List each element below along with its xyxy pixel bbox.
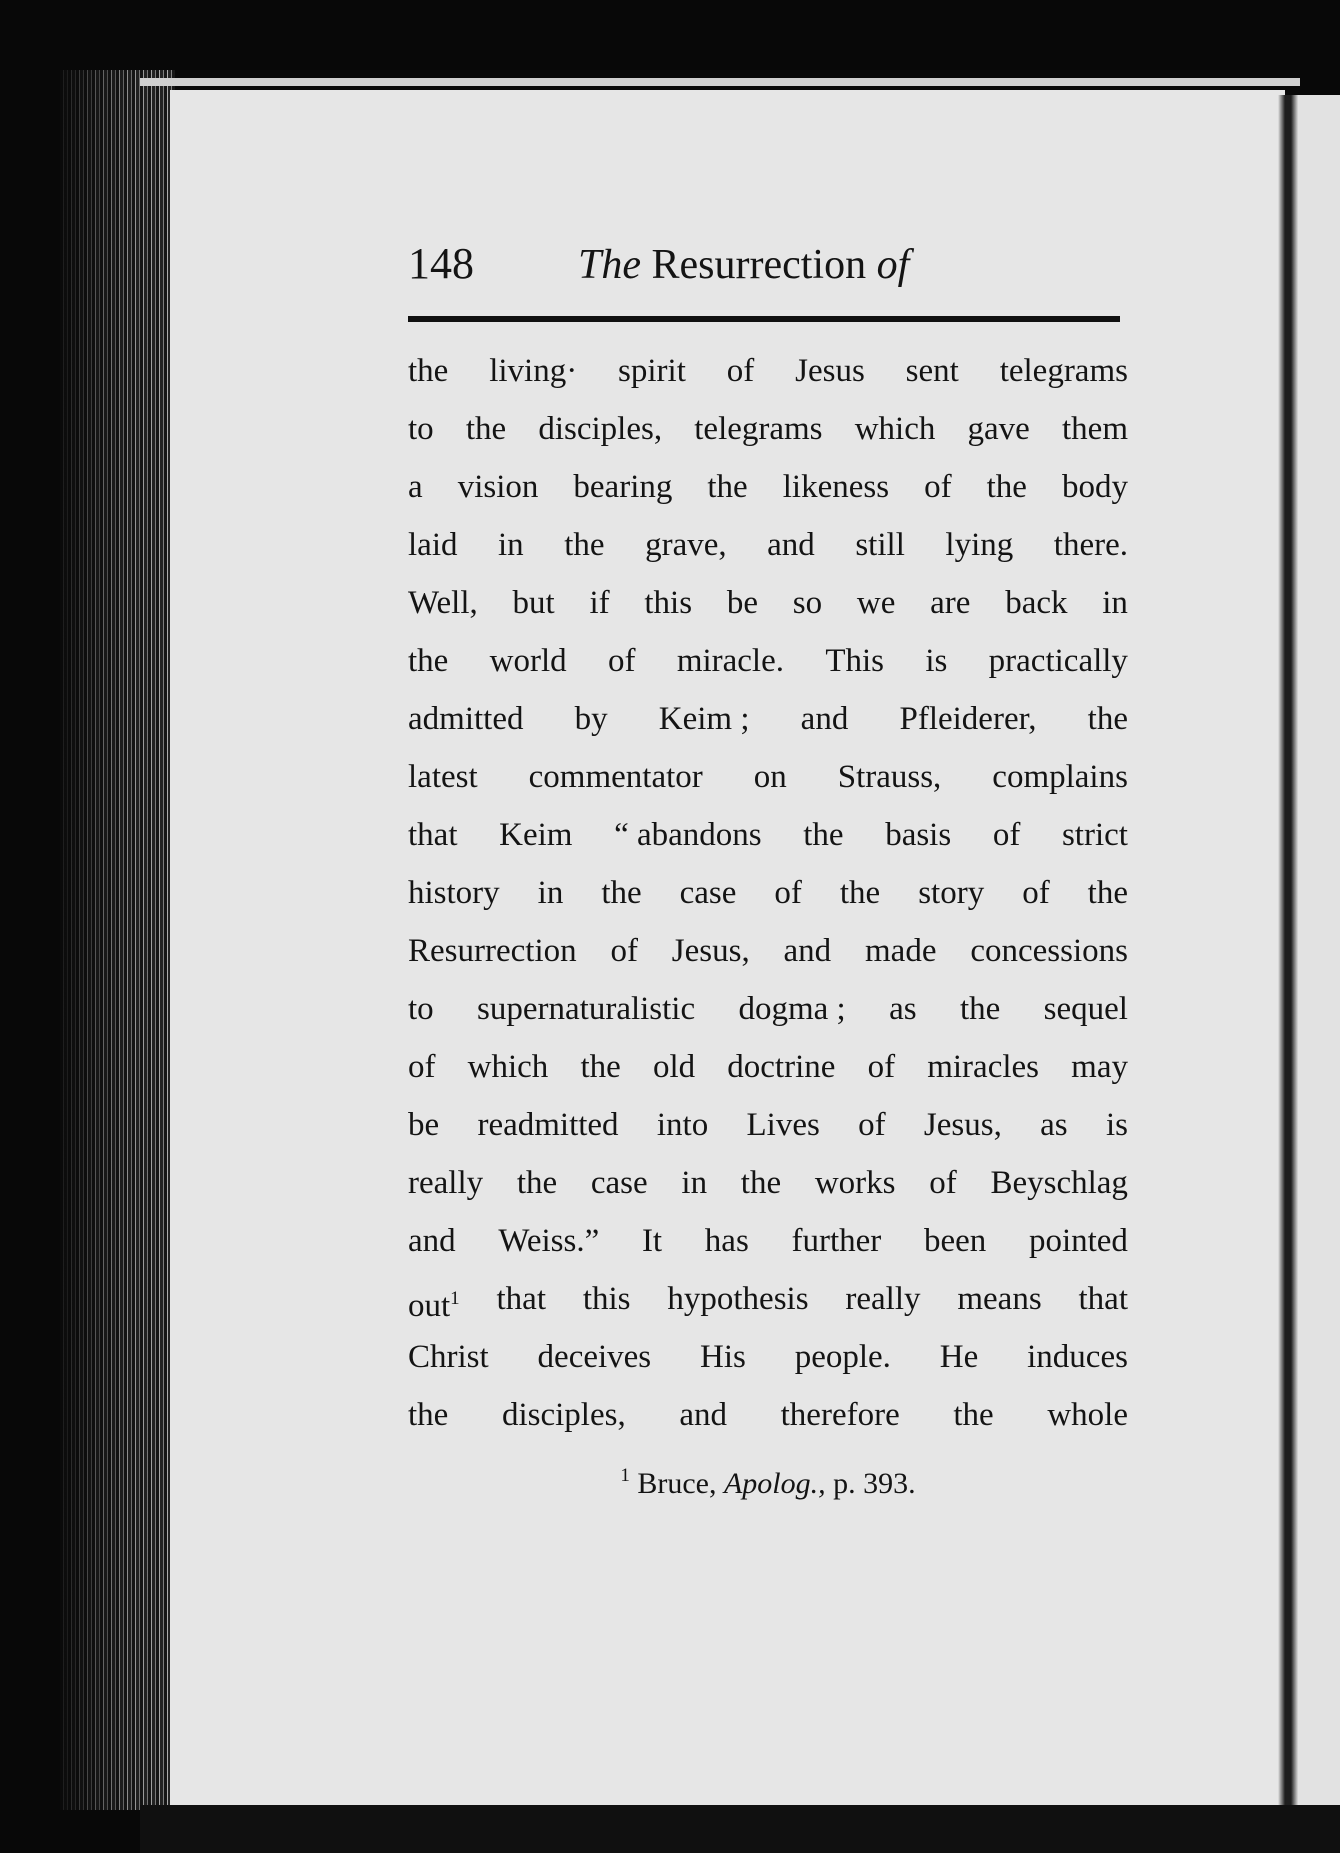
word: supernaturalistic bbox=[477, 991, 696, 1027]
word: story bbox=[918, 875, 985, 911]
word: as bbox=[1040, 1107, 1068, 1143]
word: the bbox=[1087, 875, 1128, 911]
text-line bbox=[408, 922, 1128, 980]
word: telegrams bbox=[999, 353, 1128, 389]
footnote bbox=[408, 1452, 1128, 1508]
word: this bbox=[582, 1281, 631, 1317]
text-line bbox=[408, 1038, 1128, 1096]
title-prefix: The bbox=[578, 242, 641, 288]
word: admitted bbox=[408, 701, 524, 737]
word: Pfleiderer, bbox=[899, 701, 1037, 737]
bottom-border bbox=[140, 1805, 1340, 1853]
word: His bbox=[700, 1339, 746, 1375]
word: of bbox=[607, 643, 636, 679]
word: the bbox=[839, 875, 881, 911]
text-line bbox=[408, 458, 1128, 516]
word: miracle. bbox=[676, 643, 784, 679]
word: living· bbox=[489, 353, 578, 389]
word: Keim bbox=[499, 817, 573, 853]
word: basis bbox=[885, 817, 952, 853]
word: the bbox=[516, 1165, 558, 1201]
word: are bbox=[930, 585, 971, 621]
word: really bbox=[845, 1281, 921, 1317]
word: body bbox=[1062, 469, 1128, 505]
word: latest bbox=[408, 759, 478, 795]
text-line bbox=[408, 400, 1128, 458]
word: the bbox=[1087, 701, 1128, 737]
word: and bbox=[679, 1397, 727, 1433]
word: further bbox=[791, 1223, 882, 1259]
word: laid bbox=[408, 527, 458, 563]
body-text bbox=[408, 342, 1128, 1444]
word: to bbox=[408, 411, 434, 447]
word: that bbox=[408, 817, 458, 853]
word: deceives bbox=[537, 1339, 652, 1375]
word: Resurrection bbox=[408, 933, 577, 969]
word: the bbox=[408, 1397, 449, 1433]
word: This bbox=[825, 643, 884, 679]
word: we bbox=[856, 585, 896, 621]
word: of bbox=[924, 469, 952, 505]
word: of bbox=[1022, 875, 1050, 911]
word: of bbox=[726, 353, 755, 389]
word: in bbox=[537, 875, 564, 911]
word: Jesus, bbox=[671, 933, 750, 969]
text-line bbox=[408, 574, 1128, 632]
word: of bbox=[774, 875, 802, 911]
word: the bbox=[959, 991, 1001, 1027]
footnote-work: Apolog., bbox=[723, 1467, 826, 1500]
footnote-page: p. 393. bbox=[833, 1467, 916, 1500]
text-line bbox=[408, 1096, 1128, 1154]
word: that bbox=[496, 1281, 546, 1317]
word: in bbox=[681, 1165, 708, 1201]
running-title bbox=[578, 241, 909, 289]
text-block bbox=[408, 238, 1128, 1508]
text-line bbox=[408, 980, 1128, 1038]
word: which bbox=[467, 1049, 549, 1085]
word: be bbox=[726, 585, 758, 621]
word: induces bbox=[1027, 1339, 1128, 1375]
word: history bbox=[408, 875, 500, 911]
word: people. bbox=[794, 1339, 891, 1375]
word: may bbox=[1071, 1049, 1128, 1085]
word: miracles bbox=[927, 1049, 1039, 1085]
word: is bbox=[925, 643, 948, 679]
word: of bbox=[610, 933, 638, 969]
footnote-marker: 1 bbox=[620, 1465, 630, 1486]
word: to bbox=[408, 991, 434, 1027]
word: the bbox=[707, 469, 748, 505]
word: the bbox=[986, 469, 1027, 505]
word: and bbox=[408, 1223, 456, 1259]
word: the bbox=[601, 875, 642, 911]
word: in bbox=[498, 527, 524, 563]
text-line bbox=[408, 1212, 1128, 1270]
word: of bbox=[867, 1049, 896, 1085]
text-line bbox=[408, 748, 1128, 806]
footnote-author: Bruce, bbox=[637, 1467, 717, 1500]
word: complains bbox=[992, 759, 1128, 795]
word: a bbox=[408, 469, 423, 505]
word: of bbox=[858, 1107, 886, 1143]
text-line bbox=[408, 1270, 1128, 1328]
word: lying bbox=[945, 527, 1014, 563]
text-line bbox=[408, 632, 1128, 690]
word: means bbox=[957, 1281, 1042, 1317]
word: is bbox=[1105, 1107, 1128, 1143]
word: the bbox=[564, 527, 605, 563]
word: grave, bbox=[645, 527, 727, 563]
word: case bbox=[590, 1165, 648, 1201]
word: disciples, bbox=[501, 1397, 626, 1433]
page-number: 148 bbox=[408, 239, 474, 288]
text-line bbox=[408, 1154, 1128, 1212]
word: in bbox=[1102, 585, 1128, 621]
word: spirit bbox=[618, 353, 686, 389]
word: that bbox=[1078, 1281, 1128, 1317]
word: the bbox=[408, 353, 449, 389]
word: case bbox=[679, 875, 737, 911]
word: been bbox=[923, 1223, 987, 1259]
word: strict bbox=[1061, 817, 1128, 853]
word: them bbox=[1062, 411, 1128, 447]
word: world bbox=[489, 643, 567, 679]
word: telegrams bbox=[694, 411, 823, 447]
title-suffix: of bbox=[876, 242, 910, 288]
text-line bbox=[408, 1328, 1128, 1386]
word: Lives bbox=[746, 1107, 820, 1143]
word: really bbox=[408, 1165, 484, 1201]
word: readmitted bbox=[477, 1107, 619, 1143]
word: the bbox=[740, 1165, 782, 1201]
word: dogma ; bbox=[738, 991, 846, 1027]
word: gave bbox=[967, 411, 1030, 447]
word: He bbox=[939, 1339, 979, 1375]
word: if bbox=[589, 585, 610, 621]
word: by bbox=[574, 701, 608, 737]
word: “ abandons bbox=[614, 817, 762, 853]
word: Keim ; bbox=[658, 701, 750, 737]
word: but bbox=[512, 585, 555, 621]
word: sent bbox=[905, 353, 959, 389]
binding-gutter bbox=[1278, 95, 1298, 1805]
text-line bbox=[408, 690, 1128, 748]
word: this bbox=[644, 585, 693, 621]
word: the bbox=[580, 1049, 621, 1085]
word: the bbox=[803, 817, 844, 853]
word: vision bbox=[457, 469, 539, 505]
word: be bbox=[408, 1107, 440, 1143]
word: sequel bbox=[1043, 991, 1128, 1027]
word: Well, bbox=[408, 585, 478, 621]
word: whole bbox=[1047, 1397, 1128, 1433]
word: Weiss.” bbox=[498, 1223, 600, 1259]
word: Jesus, bbox=[923, 1107, 1002, 1143]
word: on bbox=[753, 759, 787, 795]
word: hypothesis bbox=[667, 1281, 809, 1317]
word: still bbox=[855, 527, 905, 563]
word: pointed bbox=[1028, 1223, 1128, 1259]
text-line bbox=[408, 1386, 1128, 1444]
word: so bbox=[792, 585, 823, 621]
word: concessions bbox=[970, 933, 1128, 969]
text-line bbox=[408, 864, 1128, 922]
title-main: Resurrection bbox=[651, 242, 867, 288]
running-head bbox=[408, 238, 1128, 310]
word: the bbox=[408, 643, 449, 679]
word: disciples, bbox=[538, 411, 663, 447]
word: out$^1$ bbox=[408, 1288, 460, 1324]
word: commentator bbox=[528, 759, 703, 795]
page-top-edge bbox=[140, 78, 1300, 86]
word: as bbox=[889, 991, 917, 1027]
facing-page-edge bbox=[1298, 95, 1340, 1805]
word: works bbox=[814, 1165, 896, 1201]
word: Jesus bbox=[795, 353, 865, 389]
header-rule bbox=[408, 316, 1120, 322]
word: and bbox=[783, 933, 832, 969]
word: It bbox=[641, 1223, 663, 1259]
word: the bbox=[953, 1397, 994, 1433]
word: and bbox=[800, 701, 849, 737]
word: Christ bbox=[408, 1339, 489, 1375]
word: of bbox=[929, 1165, 957, 1201]
word: and bbox=[767, 527, 815, 563]
word: made bbox=[865, 933, 937, 969]
word: likeness bbox=[782, 469, 890, 505]
word: has bbox=[704, 1223, 749, 1259]
word: which bbox=[854, 411, 936, 447]
word: there. bbox=[1053, 527, 1128, 563]
word: Strauss, bbox=[837, 759, 942, 795]
text-line bbox=[408, 342, 1128, 400]
leaf-edges-shadow bbox=[60, 70, 175, 1810]
text-line bbox=[408, 516, 1128, 574]
word: of bbox=[408, 1049, 436, 1085]
footnote-reference: 1 bbox=[450, 1288, 460, 1309]
word: into bbox=[656, 1107, 709, 1143]
word: practically bbox=[988, 643, 1128, 679]
word: bearing bbox=[573, 469, 673, 505]
word: therefore bbox=[780, 1397, 900, 1433]
word: Beyschlag bbox=[990, 1165, 1128, 1201]
word: back bbox=[1005, 585, 1068, 621]
word: old bbox=[652, 1049, 696, 1085]
text-line bbox=[408, 806, 1128, 864]
word: of bbox=[992, 817, 1021, 853]
word: doctrine bbox=[727, 1049, 836, 1085]
word: the bbox=[465, 411, 507, 447]
